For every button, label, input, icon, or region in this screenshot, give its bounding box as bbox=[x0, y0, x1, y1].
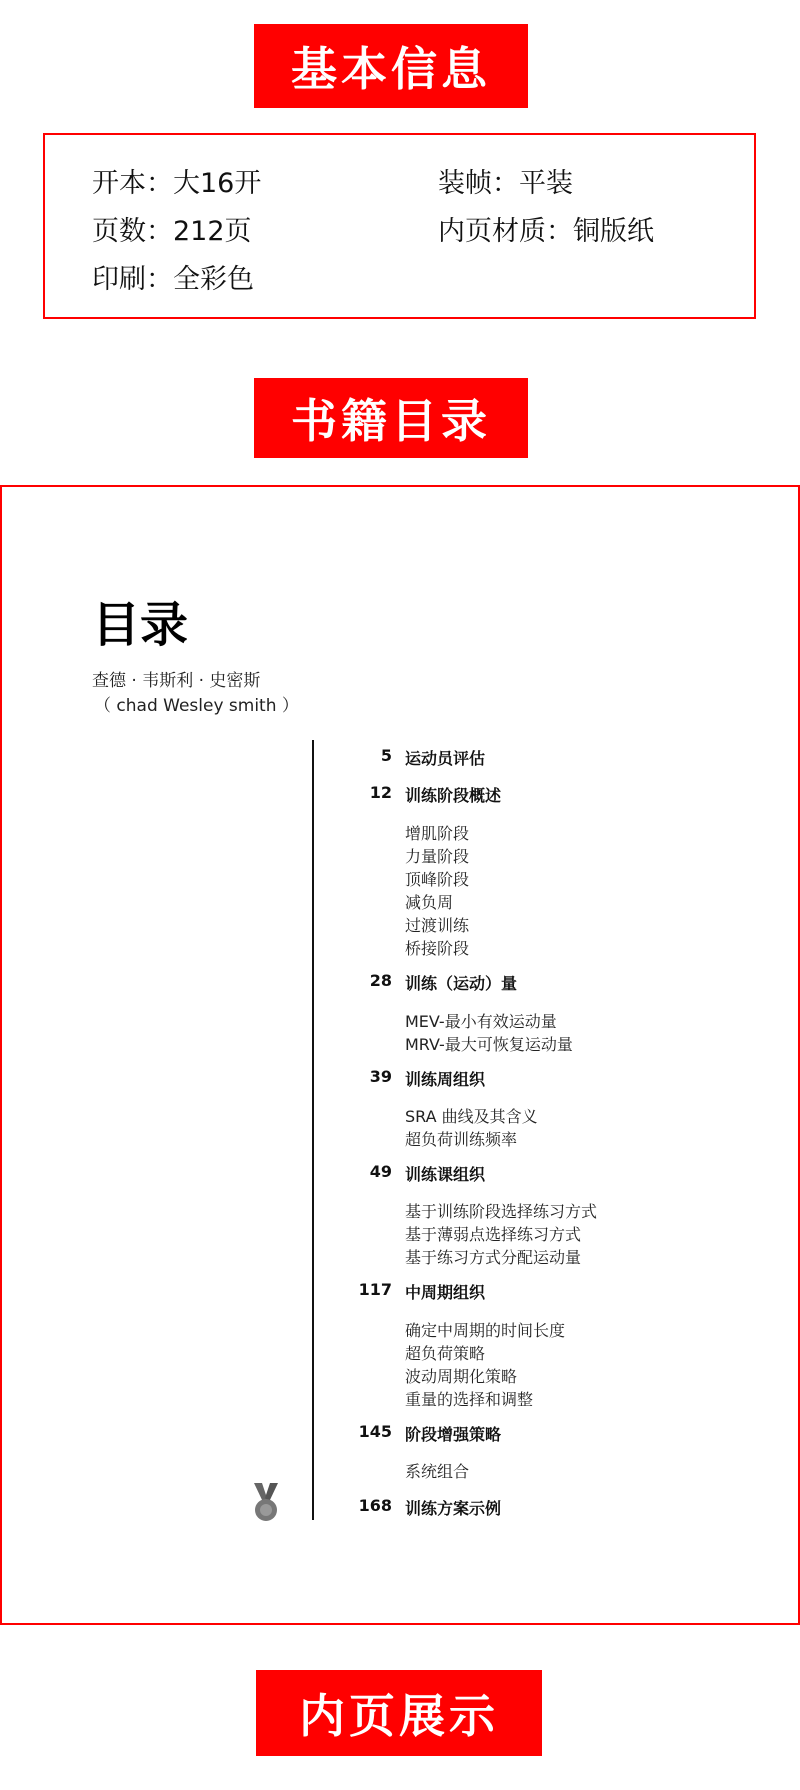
toc-page-number: 49 bbox=[369, 1162, 392, 1181]
info-pages-label: 页数 ： bbox=[92, 216, 173, 247]
toc-box bbox=[0, 485, 800, 1625]
medal-icon bbox=[250, 1483, 282, 1523]
info-binding-label: 装帧 ： bbox=[438, 168, 519, 199]
toc-subsection: 顶峰阶段 bbox=[405, 870, 470, 889]
toc-subsection: 基于练习方式分配运动量 bbox=[405, 1248, 582, 1267]
toc-page-number: 39 bbox=[369, 1067, 392, 1086]
toc-subsection: 确定中周期的时间长度 bbox=[405, 1321, 566, 1340]
toc-divider-line bbox=[312, 740, 314, 1520]
info-pages-value: 212页 bbox=[173, 216, 252, 247]
toc-chapter-title: 训练阶段概述 bbox=[405, 786, 502, 805]
toc-subsection: 超负荷训练频率 bbox=[405, 1130, 518, 1149]
toc-chapter-title: 中周期组织 bbox=[405, 1283, 486, 1302]
toc-subsection: 基于训练阶段选择练习方式 bbox=[405, 1202, 598, 1221]
toc-title: 目录 bbox=[92, 597, 189, 653]
info-binding bbox=[438, 161, 573, 200]
toc-subsection: 基于薄弱点选择练习方式 bbox=[405, 1225, 582, 1244]
toc-chapter-title: 阶段增强策略 bbox=[405, 1425, 502, 1444]
toc-page-number: 12 bbox=[369, 783, 392, 802]
toc-subsection: SRA 曲线及其含义 bbox=[405, 1107, 538, 1126]
info-binding-value: 平装 bbox=[519, 168, 573, 199]
toc-subsection: 波动周期化策略 bbox=[405, 1367, 518, 1386]
toc-chapter-title: 运动员评估 bbox=[405, 749, 486, 768]
info-print-value: 全彩色 bbox=[173, 264, 254, 295]
toc-page-number: 117 bbox=[358, 1280, 392, 1299]
toc-subsection: MEV-最小有效运动量 bbox=[405, 1012, 557, 1031]
toc-page-number: 168 bbox=[358, 1496, 392, 1515]
section-banner-basic-info: 基本信息 bbox=[254, 24, 528, 108]
toc-subsection: MRV-最大可恢复运动量 bbox=[405, 1035, 573, 1054]
toc-page-number: 28 bbox=[369, 971, 392, 990]
toc-subsection: 系统组合 bbox=[405, 1462, 470, 1481]
toc-page-number: 145 bbox=[358, 1422, 392, 1441]
toc-subsection: 力量阶段 bbox=[405, 847, 470, 866]
author-chinese-name: 查德 · 韦斯利 · 史密斯 bbox=[92, 671, 261, 691]
info-format-label: 开本 ： bbox=[92, 168, 173, 199]
toc-chapter-title: 训练周组织 bbox=[405, 1070, 486, 1089]
section-banner-inner-pages: 内页展示 bbox=[256, 1670, 542, 1756]
info-print bbox=[92, 257, 254, 296]
info-paper-label: 内页材质 ： bbox=[438, 216, 573, 247]
info-paper bbox=[438, 209, 654, 248]
info-format-value: 大16开 bbox=[173, 168, 262, 199]
info-format bbox=[92, 161, 261, 200]
info-print-label: 印刷 ： bbox=[92, 264, 173, 295]
info-paper-value: 铜版纸 bbox=[573, 216, 654, 247]
toc-subsection: 增肌阶段 bbox=[405, 824, 470, 843]
toc-chapter-title: 训练（运动）量 bbox=[405, 974, 518, 993]
toc-chapter-title: 训练课组织 bbox=[405, 1165, 486, 1184]
toc-page-number: 5 bbox=[380, 746, 392, 765]
toc-subsection: 桥接阶段 bbox=[405, 939, 470, 958]
toc-subsection: 超负荷策略 bbox=[405, 1344, 486, 1363]
toc-chapter-title: 训练方案示例 bbox=[405, 1499, 502, 1518]
author-english-name: （ chad Wesley smith ） bbox=[94, 696, 299, 716]
section-banner-toc: 书籍目录 bbox=[254, 378, 528, 458]
toc-subsection: 重量的选择和调整 bbox=[405, 1390, 534, 1409]
toc-subsection: 减负周 bbox=[405, 893, 454, 912]
info-pages bbox=[92, 209, 252, 248]
toc-subsection: 过渡训练 bbox=[405, 916, 470, 935]
